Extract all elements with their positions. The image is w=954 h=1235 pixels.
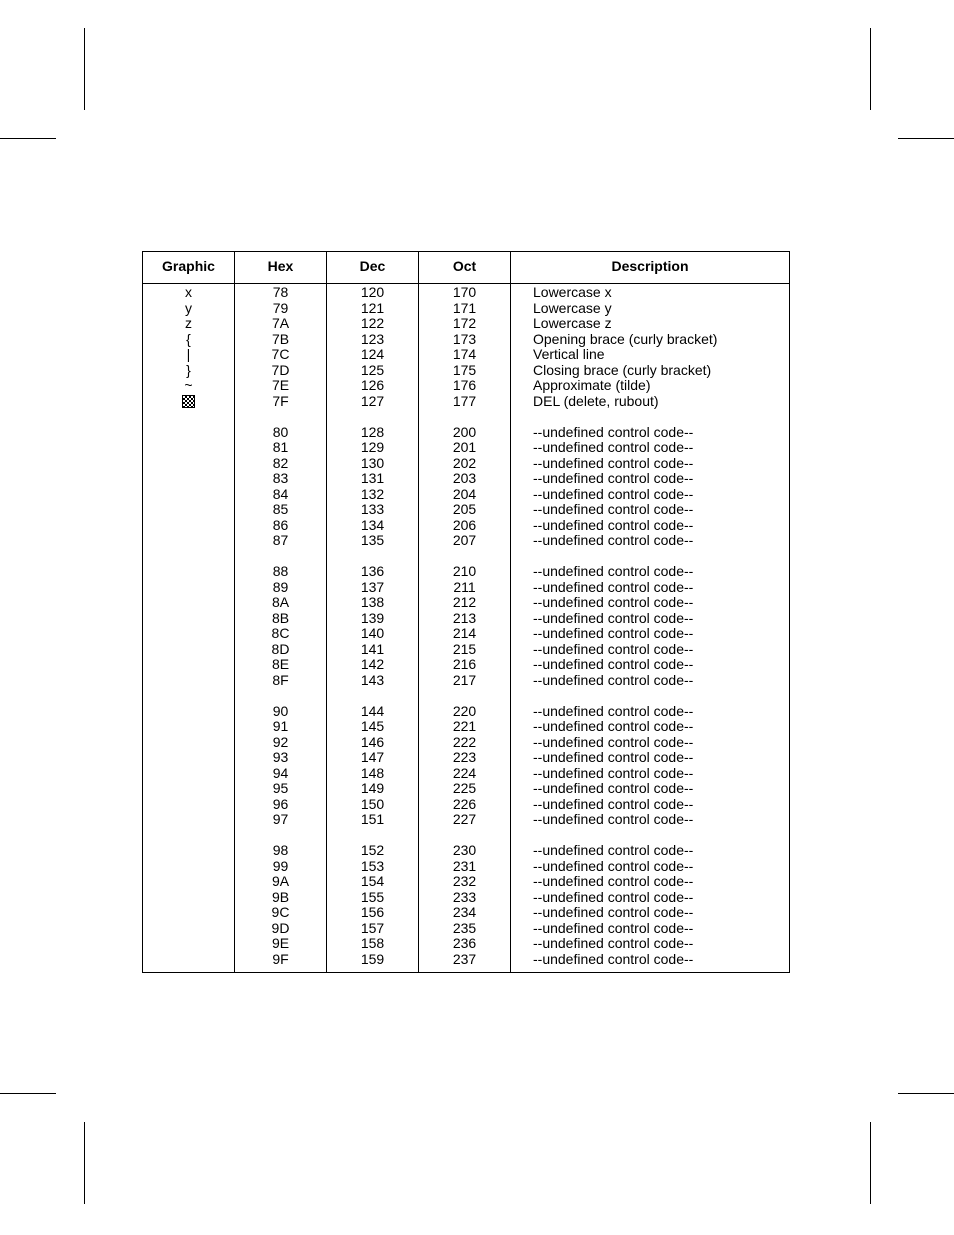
cell-description: Opening brace (curly bracket)	[533, 330, 718, 347]
table-row	[143, 657, 789, 673]
cell-dec: 123	[360, 330, 385, 347]
cell-hex: 78	[272, 284, 289, 300]
cell-oct: 217	[452, 671, 477, 688]
cell-hex: 7D	[271, 361, 290, 378]
table-row	[143, 704, 789, 720]
cell-dec: 143	[360, 671, 385, 688]
cell-hex: 8B	[271, 609, 290, 626]
cell-oct: 177	[452, 392, 477, 409]
cell-description: Lowercase y	[533, 299, 612, 316]
cell-description: --undefined control code--	[533, 640, 694, 657]
cell-dec: 158	[360, 935, 385, 951]
cell-hex: 9C	[271, 904, 290, 920]
cell-dec: 132	[360, 485, 385, 502]
cell-oct: 224	[452, 764, 477, 781]
table-row	[143, 812, 789, 828]
cell-description: --undefined control code--	[533, 671, 694, 688]
table-row	[143, 316, 789, 332]
cell-dec: 134	[360, 516, 385, 533]
cell-dec: 140	[360, 625, 385, 641]
group-spacer	[143, 409, 789, 425]
cell-description: --undefined control code--	[533, 470, 694, 486]
cell-oct: 226	[452, 795, 477, 812]
cell-description: Approximate (tilde)	[533, 377, 651, 393]
cell-oct: 227	[452, 811, 477, 827]
cell-dec: 147	[360, 749, 385, 765]
cell-description: Lowercase x	[533, 284, 612, 300]
cell-hex: 99	[272, 857, 289, 874]
cell-oct: 205	[452, 501, 477, 517]
table-row	[143, 642, 789, 658]
table-row	[143, 425, 789, 441]
table-row	[143, 518, 789, 534]
header-description: Description	[611, 258, 689, 274]
cell-hex: 8E	[271, 656, 290, 672]
cell-oct: 170	[452, 284, 477, 300]
group-spacer	[143, 549, 789, 565]
cell-hex: 9D	[271, 919, 290, 936]
cell-description: --undefined control code--	[533, 485, 694, 502]
cell-hex: 9F	[272, 950, 289, 967]
cell-oct: 172	[452, 315, 477, 331]
cell-hex: 86	[272, 516, 289, 533]
cell-description: --undefined control code--	[533, 811, 694, 827]
table-row	[143, 905, 789, 921]
cell-oct: 171	[452, 299, 477, 316]
cell-oct: 222	[452, 733, 477, 750]
cell-oct: 203	[452, 470, 477, 486]
table-row	[143, 766, 789, 782]
character-code-table	[142, 251, 790, 973]
crop-mark	[84, 28, 85, 110]
cell-oct: 225	[452, 780, 477, 796]
cell-description: --undefined control code--	[533, 656, 694, 672]
crop-mark	[870, 1122, 871, 1204]
table-row	[143, 301, 789, 317]
table-row	[143, 394, 789, 410]
cell-description: --undefined control code--	[533, 780, 694, 796]
cell-dec: 156	[360, 904, 385, 920]
cell-oct: 212	[452, 594, 477, 610]
cell-oct: 232	[452, 873, 477, 889]
header-oct: Oct	[452, 258, 477, 274]
table-row	[143, 502, 789, 518]
cell-description: --undefined control code--	[533, 919, 694, 936]
cell-oct: 206	[452, 516, 477, 533]
cell-hex: 89	[272, 578, 289, 595]
table-row	[143, 936, 789, 952]
checkerboard-icon	[182, 395, 195, 408]
cell-graphic	[143, 394, 234, 410]
cell-hex: 79	[272, 299, 289, 316]
cell-oct: 220	[452, 702, 477, 719]
cell-dec: 121	[360, 299, 385, 316]
cell-dec: 127	[360, 392, 385, 409]
cell-oct: 235	[452, 919, 477, 936]
cell-oct: 201	[452, 439, 477, 455]
cell-description: --undefined control code--	[533, 904, 694, 920]
cell-dec: 159	[360, 950, 385, 967]
cell-hex: 93	[272, 749, 289, 765]
table-row	[143, 332, 789, 348]
cell-hex: 94	[272, 764, 289, 781]
cell-dec: 139	[360, 609, 385, 626]
cell-dec: 125	[360, 361, 385, 378]
table-row	[143, 859, 789, 875]
group-spacer	[143, 828, 789, 844]
crop-mark	[870, 28, 871, 110]
crop-mark	[0, 1093, 56, 1094]
cell-oct: 214	[452, 625, 477, 641]
cell-dec: 150	[360, 795, 385, 812]
cell-dec: 141	[360, 640, 385, 657]
cell-oct: 233	[452, 888, 477, 905]
cell-description: --undefined control code--	[533, 563, 694, 579]
cell-description: --undefined control code--	[533, 749, 694, 765]
cell-hex: 97	[272, 811, 289, 827]
cell-hex: 7F	[272, 392, 289, 409]
cell-dec: 126	[360, 377, 385, 393]
cell-hex: 85	[272, 501, 289, 517]
cell-dec: 146	[360, 733, 385, 750]
cell-hex: 7A	[271, 315, 290, 331]
cell-hex: 7C	[271, 346, 290, 362]
cell-hex: 8D	[271, 640, 290, 657]
cell-hex: 91	[272, 718, 289, 734]
table-row	[143, 952, 789, 968]
table-row	[143, 673, 789, 689]
table-row	[143, 750, 789, 766]
cell-dec: 130	[360, 454, 385, 471]
table-body	[143, 285, 789, 967]
cell-description: --undefined control code--	[533, 764, 694, 781]
cell-graphic: y	[185, 299, 192, 316]
cell-description: Vertical line	[533, 346, 605, 362]
cell-dec: 128	[360, 423, 385, 440]
cell-description: --undefined control code--	[533, 873, 694, 889]
cell-description: --undefined control code--	[533, 950, 694, 967]
cell-dec: 144	[360, 702, 385, 719]
table-row	[143, 874, 789, 890]
cell-graphic: ~	[184, 377, 193, 393]
table-row	[143, 378, 789, 394]
cell-oct: 234	[452, 904, 477, 920]
cell-description: --undefined control code--	[533, 702, 694, 719]
cell-hex: 9E	[271, 935, 290, 951]
cell-dec: 155	[360, 888, 385, 905]
cell-dec: 136	[360, 563, 385, 579]
cell-oct: 176	[452, 377, 477, 393]
cell-oct: 202	[452, 454, 477, 471]
cell-dec: 120	[360, 284, 385, 300]
cell-oct: 200	[452, 423, 477, 440]
cell-dec: 148	[360, 764, 385, 781]
cell-hex: 87	[272, 532, 289, 548]
cell-dec: 133	[360, 501, 385, 517]
cell-description: Lowercase z	[533, 315, 612, 331]
cell-oct: 236	[452, 935, 477, 951]
cell-description: Closing brace (curly bracket)	[533, 361, 712, 378]
cell-description: --undefined control code--	[533, 501, 694, 517]
cell-graphic: z	[185, 315, 192, 331]
table-row	[143, 285, 789, 301]
crop-mark	[898, 1093, 954, 1094]
cell-hex: 8F	[272, 671, 289, 688]
cell-dec: 157	[360, 919, 385, 936]
cell-oct: 173	[452, 330, 477, 347]
cell-dec: 131	[360, 470, 385, 486]
cell-dec: 145	[360, 718, 385, 734]
table-row	[143, 595, 789, 611]
cell-description: DEL (delete, rubout)	[533, 392, 659, 409]
cell-dec: 142	[360, 656, 385, 672]
group-spacer	[143, 688, 789, 704]
cell-description: --undefined control code--	[533, 516, 694, 533]
table-row	[143, 487, 789, 503]
table-row	[143, 533, 789, 549]
table-row	[143, 580, 789, 596]
cell-hex: 8A	[271, 594, 290, 610]
cell-oct: 207	[452, 532, 477, 548]
cell-oct: 215	[452, 640, 477, 657]
crop-mark	[84, 1122, 85, 1204]
table-row	[143, 921, 789, 937]
cell-graphic: {	[186, 330, 191, 347]
cell-description: --undefined control code--	[533, 454, 694, 471]
cell-hex: 9A	[271, 873, 290, 889]
cell-hex: 84	[272, 485, 289, 502]
crop-mark	[0, 138, 56, 139]
cell-hex: 98	[272, 842, 289, 858]
cell-oct: 221	[452, 718, 477, 734]
cell-hex: 90	[272, 702, 289, 719]
cell-hex: 7B	[271, 330, 290, 347]
table-row	[143, 781, 789, 797]
cell-description: --undefined control code--	[533, 888, 694, 905]
cell-oct: 223	[452, 749, 477, 765]
cell-dec: 138	[360, 594, 385, 610]
cell-hex: 81	[272, 439, 289, 455]
table-row	[143, 440, 789, 456]
cell-description: --undefined control code--	[533, 423, 694, 440]
cell-hex: 82	[272, 454, 289, 471]
cell-description: --undefined control code--	[533, 718, 694, 734]
cell-description: --undefined control code--	[533, 935, 694, 951]
cell-dec: 137	[360, 578, 385, 595]
cell-oct: 230	[452, 842, 477, 858]
cell-description: --undefined control code--	[533, 842, 694, 858]
cell-hex: 83	[272, 470, 289, 486]
cell-graphic: }	[186, 361, 191, 378]
table-row	[143, 564, 789, 580]
cell-dec: 122	[360, 315, 385, 331]
cell-oct: 237	[452, 950, 477, 967]
cell-dec: 153	[360, 857, 385, 874]
cell-description: --undefined control code--	[533, 439, 694, 455]
cell-oct: 216	[452, 656, 477, 672]
cell-dec: 135	[360, 532, 385, 548]
table-row	[143, 456, 789, 472]
table-row	[143, 843, 789, 859]
cell-dec: 149	[360, 780, 385, 796]
table-row	[143, 347, 789, 363]
cell-hex: 95	[272, 780, 289, 796]
cell-dec: 151	[360, 811, 385, 827]
cell-graphic: |	[186, 346, 191, 362]
cell-hex: 80	[272, 423, 289, 440]
cell-oct: 211	[453, 578, 476, 595]
cell-oct: 174	[452, 346, 477, 362]
table-row	[143, 890, 789, 906]
table-row	[143, 471, 789, 487]
table-row	[143, 611, 789, 627]
cell-description: --undefined control code--	[533, 857, 694, 874]
cell-description: --undefined control code--	[533, 733, 694, 750]
cell-hex: 88	[272, 563, 289, 579]
cell-hex: 96	[272, 795, 289, 812]
cell-description: --undefined control code--	[533, 594, 694, 610]
crop-mark	[898, 138, 954, 139]
table-row	[143, 626, 789, 642]
header-hex: Hex	[267, 258, 294, 274]
table-row	[143, 719, 789, 735]
cell-hex: 7E	[271, 377, 290, 393]
cell-description: --undefined control code--	[533, 578, 694, 595]
cell-oct: 204	[452, 485, 477, 502]
cell-dec: 124	[360, 346, 385, 362]
cell-description: --undefined control code--	[533, 625, 694, 641]
cell-dec: 154	[360, 873, 385, 889]
header-dec: Dec	[359, 258, 386, 274]
table-row	[143, 363, 789, 379]
cell-hex: 9B	[271, 888, 290, 905]
table-row	[143, 735, 789, 751]
cell-description: --undefined control code--	[533, 532, 694, 548]
cell-oct: 175	[452, 361, 477, 378]
header-graphic: Graphic	[162, 258, 215, 274]
cell-hex: 92	[272, 733, 289, 750]
cell-graphic: x	[185, 284, 192, 300]
cell-dec: 152	[360, 842, 385, 858]
cell-dec: 129	[360, 439, 385, 455]
table-row	[143, 797, 789, 813]
cell-oct: 213	[452, 609, 477, 626]
cell-description: --undefined control code--	[533, 609, 694, 626]
cell-oct: 231	[452, 857, 477, 874]
cell-hex: 8C	[271, 625, 290, 641]
cell-description: --undefined control code--	[533, 795, 694, 812]
cell-oct: 210	[452, 563, 477, 579]
